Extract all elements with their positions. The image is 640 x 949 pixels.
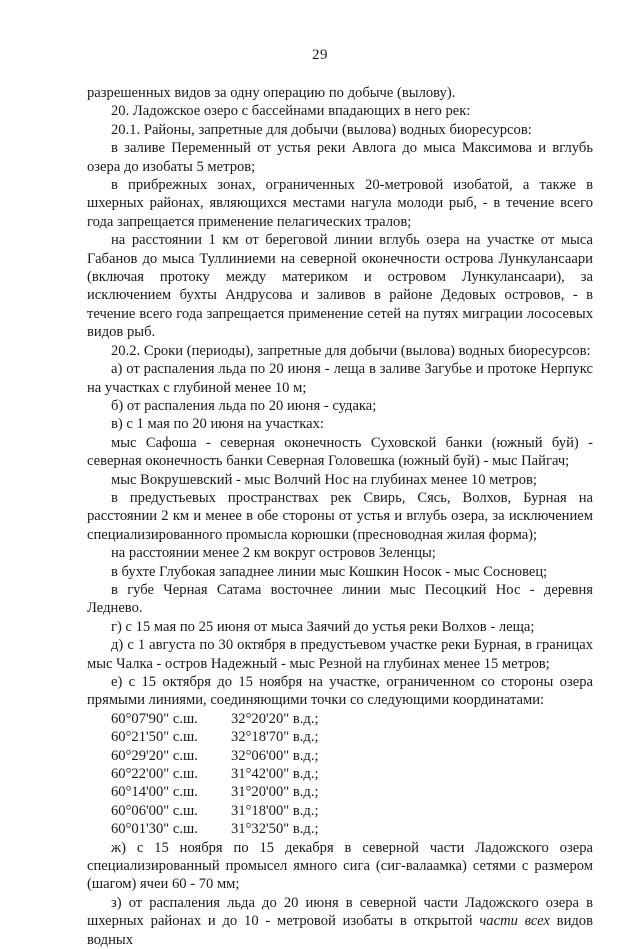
- coordinate-list: [87, 710, 593, 839]
- coordinate-latitude: 60°07'90" с.ш.: [111, 710, 198, 727]
- coordinate-row: [87, 747, 593, 765]
- page-number: 29: [312, 47, 328, 63]
- paragraph-20-2-z-italic: части всех: [479, 913, 550, 930]
- paragraph-20-2-v-5: в бухте Глубокая западнее линии мыс Кошкин Носок - мыс Сосновец;: [111, 563, 548, 580]
- paragraph-20-2-v-6: в губе Черная Сатама восточнее линии мыс Песоцкий Нос - деревня Леднево.: [87, 581, 593, 617]
- coordinate-latitude: 60°14'00" с.ш.: [111, 784, 198, 801]
- paragraph-20-2-zh: ж) с 15 ноября по 15 декабря в северной части Ладожского озера специализированный промысел ямного сига (сиг-валаамка) сетями с размером (шагом) ячеи 60 - 70 мм;: [87, 839, 593, 893]
- coordinate-row: [87, 728, 593, 746]
- paragraph-20-1-b: в прибрежных зонах, ограниченных 20-метровой изобатой, а также в шхерных районах, являющихся местами нагула молоди рыб, - в течение всего года запрещается применение пелагических тралов;: [87, 177, 593, 230]
- coordinate-latitude: 60°21'50" с.ш.: [111, 729, 198, 746]
- coordinate-latitude: 60°29'20" с.ш.: [111, 747, 198, 764]
- coordinate-latitude: 60°01'30" с.ш.: [111, 821, 198, 838]
- paragraph-20-1-a: в заливе Переменный от устья реки Авлога до мыса Максимова и вглубь озера до изобаты 5 метров;: [87, 140, 593, 175]
- paragraph-20-2-g: г) с 15 мая по 25 июня от мыса Заячий до устья реки Волхов - леща;: [111, 618, 535, 635]
- paragraph-20-2-v: в) с 1 мая по 20 июня на участках:: [111, 416, 324, 433]
- coordinate-row: [87, 802, 593, 820]
- coordinate-longitude: 31°20'00" в.д.;: [231, 784, 319, 801]
- coordinate-row: [87, 765, 593, 783]
- coordinate-latitude: 60°06'00" с.ш.: [111, 802, 198, 819]
- paragraph-20-2-v-3: в предустьевых пространствах рек Свирь, Сясь, Волхов, Бурная на расстоянии 2 км и менее в обе стороны от устья и вглубь озера, за исключением специализированного промысла корюшки (пресноводная жилая форма);: [87, 489, 593, 543]
- coordinate-longitude: 31°42'00" в.д.;: [231, 765, 319, 782]
- paragraph-section-20: 20. Ладожское озеро с бассейнами впадающих в него рек:: [111, 103, 471, 120]
- coordinate-row: [87, 710, 593, 728]
- coordinate-row: [87, 783, 593, 801]
- coordinate-row: [87, 820, 593, 838]
- coordinate-longitude: 31°18'00" в.д.;: [231, 802, 319, 819]
- coordinate-longitude: 31°32'50" в.д.;: [231, 821, 319, 838]
- paragraph-continuation: разрешенных видов за одну операцию по добыче (вылову).: [87, 85, 456, 101]
- paragraph-20-2-b: б) от распаления льда по 20 июня - судака;: [111, 397, 377, 414]
- paragraph-20-2-z-end: видов водных: [87, 913, 593, 948]
- paragraph-20-2-v-4: на расстоянии менее 2 км вокруг островов Зеленцы;: [111, 545, 436, 562]
- paragraph-20-2-z-start: з) от распаления льда до 20 июня в северной части Ладожского озера в шхерных районах и до 10 - метровой изобаты в открытой: [87, 894, 593, 930]
- paragraph-list: [87, 84, 593, 710]
- paragraph-20-2-v-2: мыс Вокрушевский - мыс Волчий Нос на глубинах менее 10 метров;: [111, 471, 537, 488]
- coordinate-longitude: 32°06'00" в.д.;: [231, 747, 319, 764]
- coordinate-longitude: 32°20'20" в.д.;: [231, 710, 319, 727]
- paragraph-20-1-c: на расстоянии 1 км от береговой линии вглубь озера на участке от мыса Габанов до мыса Туллиниеми на северной оконечности острова Лункулансаари (включая протоку между материком и островом Лункулансаари), за исключением бухты Андрусова и заливов в районе Дедовых островов, - в течение всего года запрещается применение сетей на путях миграции лососевых видов рыб.: [87, 232, 593, 341]
- paragraph-20-2-e: е) с 15 октября до 15 ноября на участке, ограниченном со стороны озера прямыми линиями, соединяющими точки со следующими координатами:: [87, 674, 593, 709]
- paragraph-section-20-2: 20.2. Сроки (периоды), запретные для добычи (вылова) водных биоресурсов:: [111, 342, 591, 359]
- coordinate-latitude: 60°22'00" с.ш.: [111, 765, 198, 782]
- paragraph-20-2-a: а) от распаления льда по 20 июня - леща в заливе Загубье и протоке Нерпукс на участках с глубиной менее 10 м;: [87, 361, 593, 396]
- paragraph-section-20-1: 20.1. Районы, запретные для добычи (вылова) водных биоресурсов:: [111, 121, 532, 138]
- paragraph-20-2-v-1: мыс Сафоша - северная оконечность Суховской банки (южный буй) - северная оконечность банки Северная Головешка (южный буй) - мыс Пайгач;: [87, 434, 593, 470]
- document-body: [87, 84, 593, 949]
- coordinate-longitude: 32°18'70" в.д.;: [231, 729, 319, 746]
- paragraph-20-2-z: [87, 894, 593, 949]
- paragraph-20-2-d: д) с 1 августа по 30 октября в предустьевом участке реки Бурная, в границах мыс Чалка - остров Надежный - мыс Резной на глубинах менее 15 метров;: [87, 637, 593, 672]
